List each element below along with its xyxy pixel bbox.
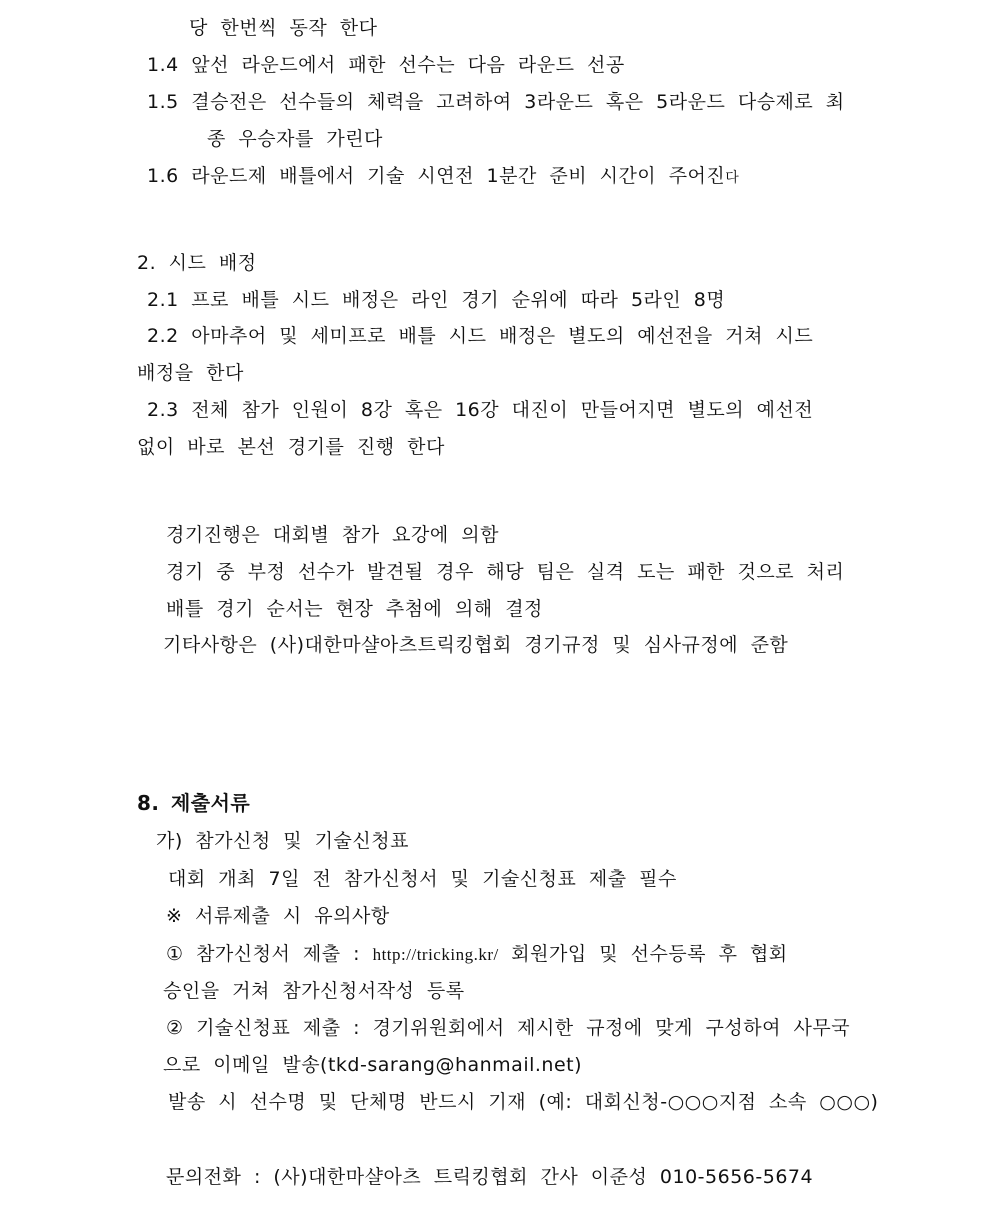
docs-deadline: 대회 개최 7일 전 참가신청서 및 기술신청표 제출 필수 (168, 868, 677, 890)
rule-line-continuation: 당 한번씩 동작 한다 (189, 17, 378, 39)
rule-1-6-text: 1.6 라운드제 배틀에서 기술 시연전 1분간 준비 시간이 주어진 (147, 165, 726, 187)
docs-section-title: 8. 제출서류 (137, 791, 251, 815)
note-battle-order: 배틀 경기 순서는 현장 추첨에 의해 결정 (166, 598, 543, 620)
rule-1-6-tail: 다 (725, 170, 740, 186)
note-disqualification: 경기 중 부정 선수가 발견될 경우 해당 팀은 실격 도는 패한 것으로 처리 (166, 561, 845, 583)
docs-sending-note: 발송 시 선수명 및 단체명 반드시 기재 (예: 대회신청-○○○지점 소속 ○○○) (168, 1091, 879, 1113)
docs-technique-item: ② 기술신청표 제출 : 경기위원회에서 제시한 규정에 맞게 구성하여 사무국 (166, 1017, 851, 1039)
tricking-url-link[interactable]: http://tricking.kr/ (372, 945, 499, 964)
seed-2-2-continuation: 배정을 한다 (137, 362, 244, 384)
rule-1-5-continuation: 종 우승자를 가린다 (207, 128, 383, 150)
docs-application-continuation: 승인을 거쳐 참가신청서작성 등록 (163, 980, 465, 1002)
seed-2-2: 2.2 아마추어 및 세미프로 배틀 시드 배정은 별도의 예선전을 거쳐 시드 (147, 325, 814, 347)
seed-2-3-continuation: 없이 바로 본선 경기를 진행 한다 (137, 436, 445, 458)
seed-2-3: 2.3 전체 참가 인원이 8강 혹은 16강 대진이 만들어지면 별도의 예선전 (147, 399, 814, 421)
seed-2-1: 2.1 프로 배틀 시드 배정은 라인 경기 순위에 따라 5라인 8명 (147, 289, 726, 311)
seed-section-title: 2. 시드 배정 (137, 252, 257, 274)
rule-1-4: 1.4 앞선 라운드에서 패한 선수는 다음 라운드 선공 (147, 54, 625, 76)
rule-1-6 (147, 164, 739, 190)
rule-1-5: 1.5 결승전은 선수들의 체력을 고려하여 3라운드 혹은 5라운드 다승제로 최 (147, 91, 845, 113)
docs-caution-heading: ※ 서류제출 시 유의사항 (166, 905, 390, 927)
note-other: 기타사항은 (사)대한마샬아츠트릭킹협회 경기규정 및 심사규정에 준함 (163, 634, 789, 656)
contact-phone: 문의전화 : (사)대한마샬아츠 트릭킹협회 간사 이준성 010-5656-5674 (166, 1166, 814, 1188)
docs-application-prefix: ① 참가신청서 제출 : (166, 943, 373, 965)
docs-subtitle: 가) 참가신청 및 기술신청표 (156, 830, 409, 852)
docs-application-item (166, 942, 788, 967)
docs-technique-continuation: 으로 이메일 발송(tkd-sarang@hanmail.net) (163, 1054, 583, 1076)
note-progress: 경기진행은 대회별 참가 요강에 의함 (166, 524, 499, 546)
docs-application-suffix: 회원가입 및 선수등록 후 협회 (498, 943, 788, 965)
